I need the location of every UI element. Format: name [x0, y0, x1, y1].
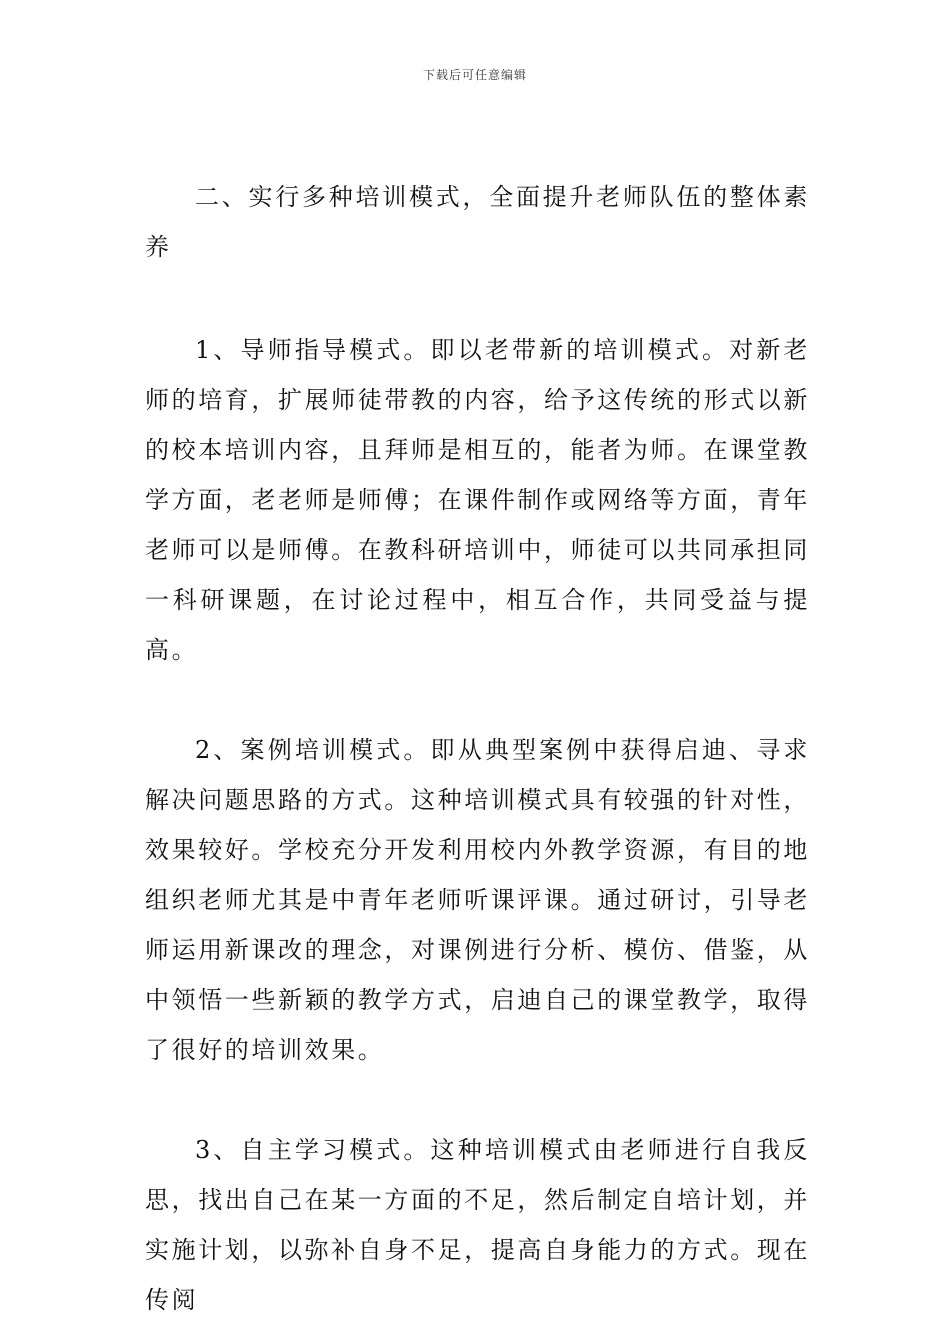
section-heading: 二、实行多种培训模式，全面提升老师队伍的整体素养 — [145, 183, 810, 261]
page-header-note: 下载后可任意编辑 — [422, 68, 527, 82]
paragraph-mentor-model: 1、导师指导模式。即以老带新的培训模式。对新老师的培育，扩展师徒带教的内容，给予这传统的形式以新的校本培训内容，且拜师是相互的，能者为师。在课堂教学方面，老老师是师傅；在课件制作或网络等方面，青年老师可以是师傅。在教科研培训中，师徒可以共同承担同一科研课题，在讨论过程中，相互合作，共同受益与提高。 — [145, 336, 810, 664]
paragraph-self-study-model: 3、自主学习模式。这种培训模式由老师进行自我反思，找出自己在某一方面的不足，然后制定自培计划，并实施计划，以弥补自身不足，提高自身能力的方式。现在传阅 — [145, 1136, 810, 1314]
paragraph-case-model: 2、案例培训模式。即从典型案例中获得启迪、寻求解决问题思路的方式。这种培训模式具有较强的针对性，效果较好。学校充分开发利用校内外教学资源，有目的地组织老师尤其是中青年老师听课评课。通过研讨，引导老师运用新课改的理念，对课例进行分析、模仿、借鉴，从中领悟一些新颖的教学方式，启迪自己的课堂教学，取得了很好的培训效果。 — [145, 736, 810, 1064]
document-body — [145, 172, 810, 1325]
